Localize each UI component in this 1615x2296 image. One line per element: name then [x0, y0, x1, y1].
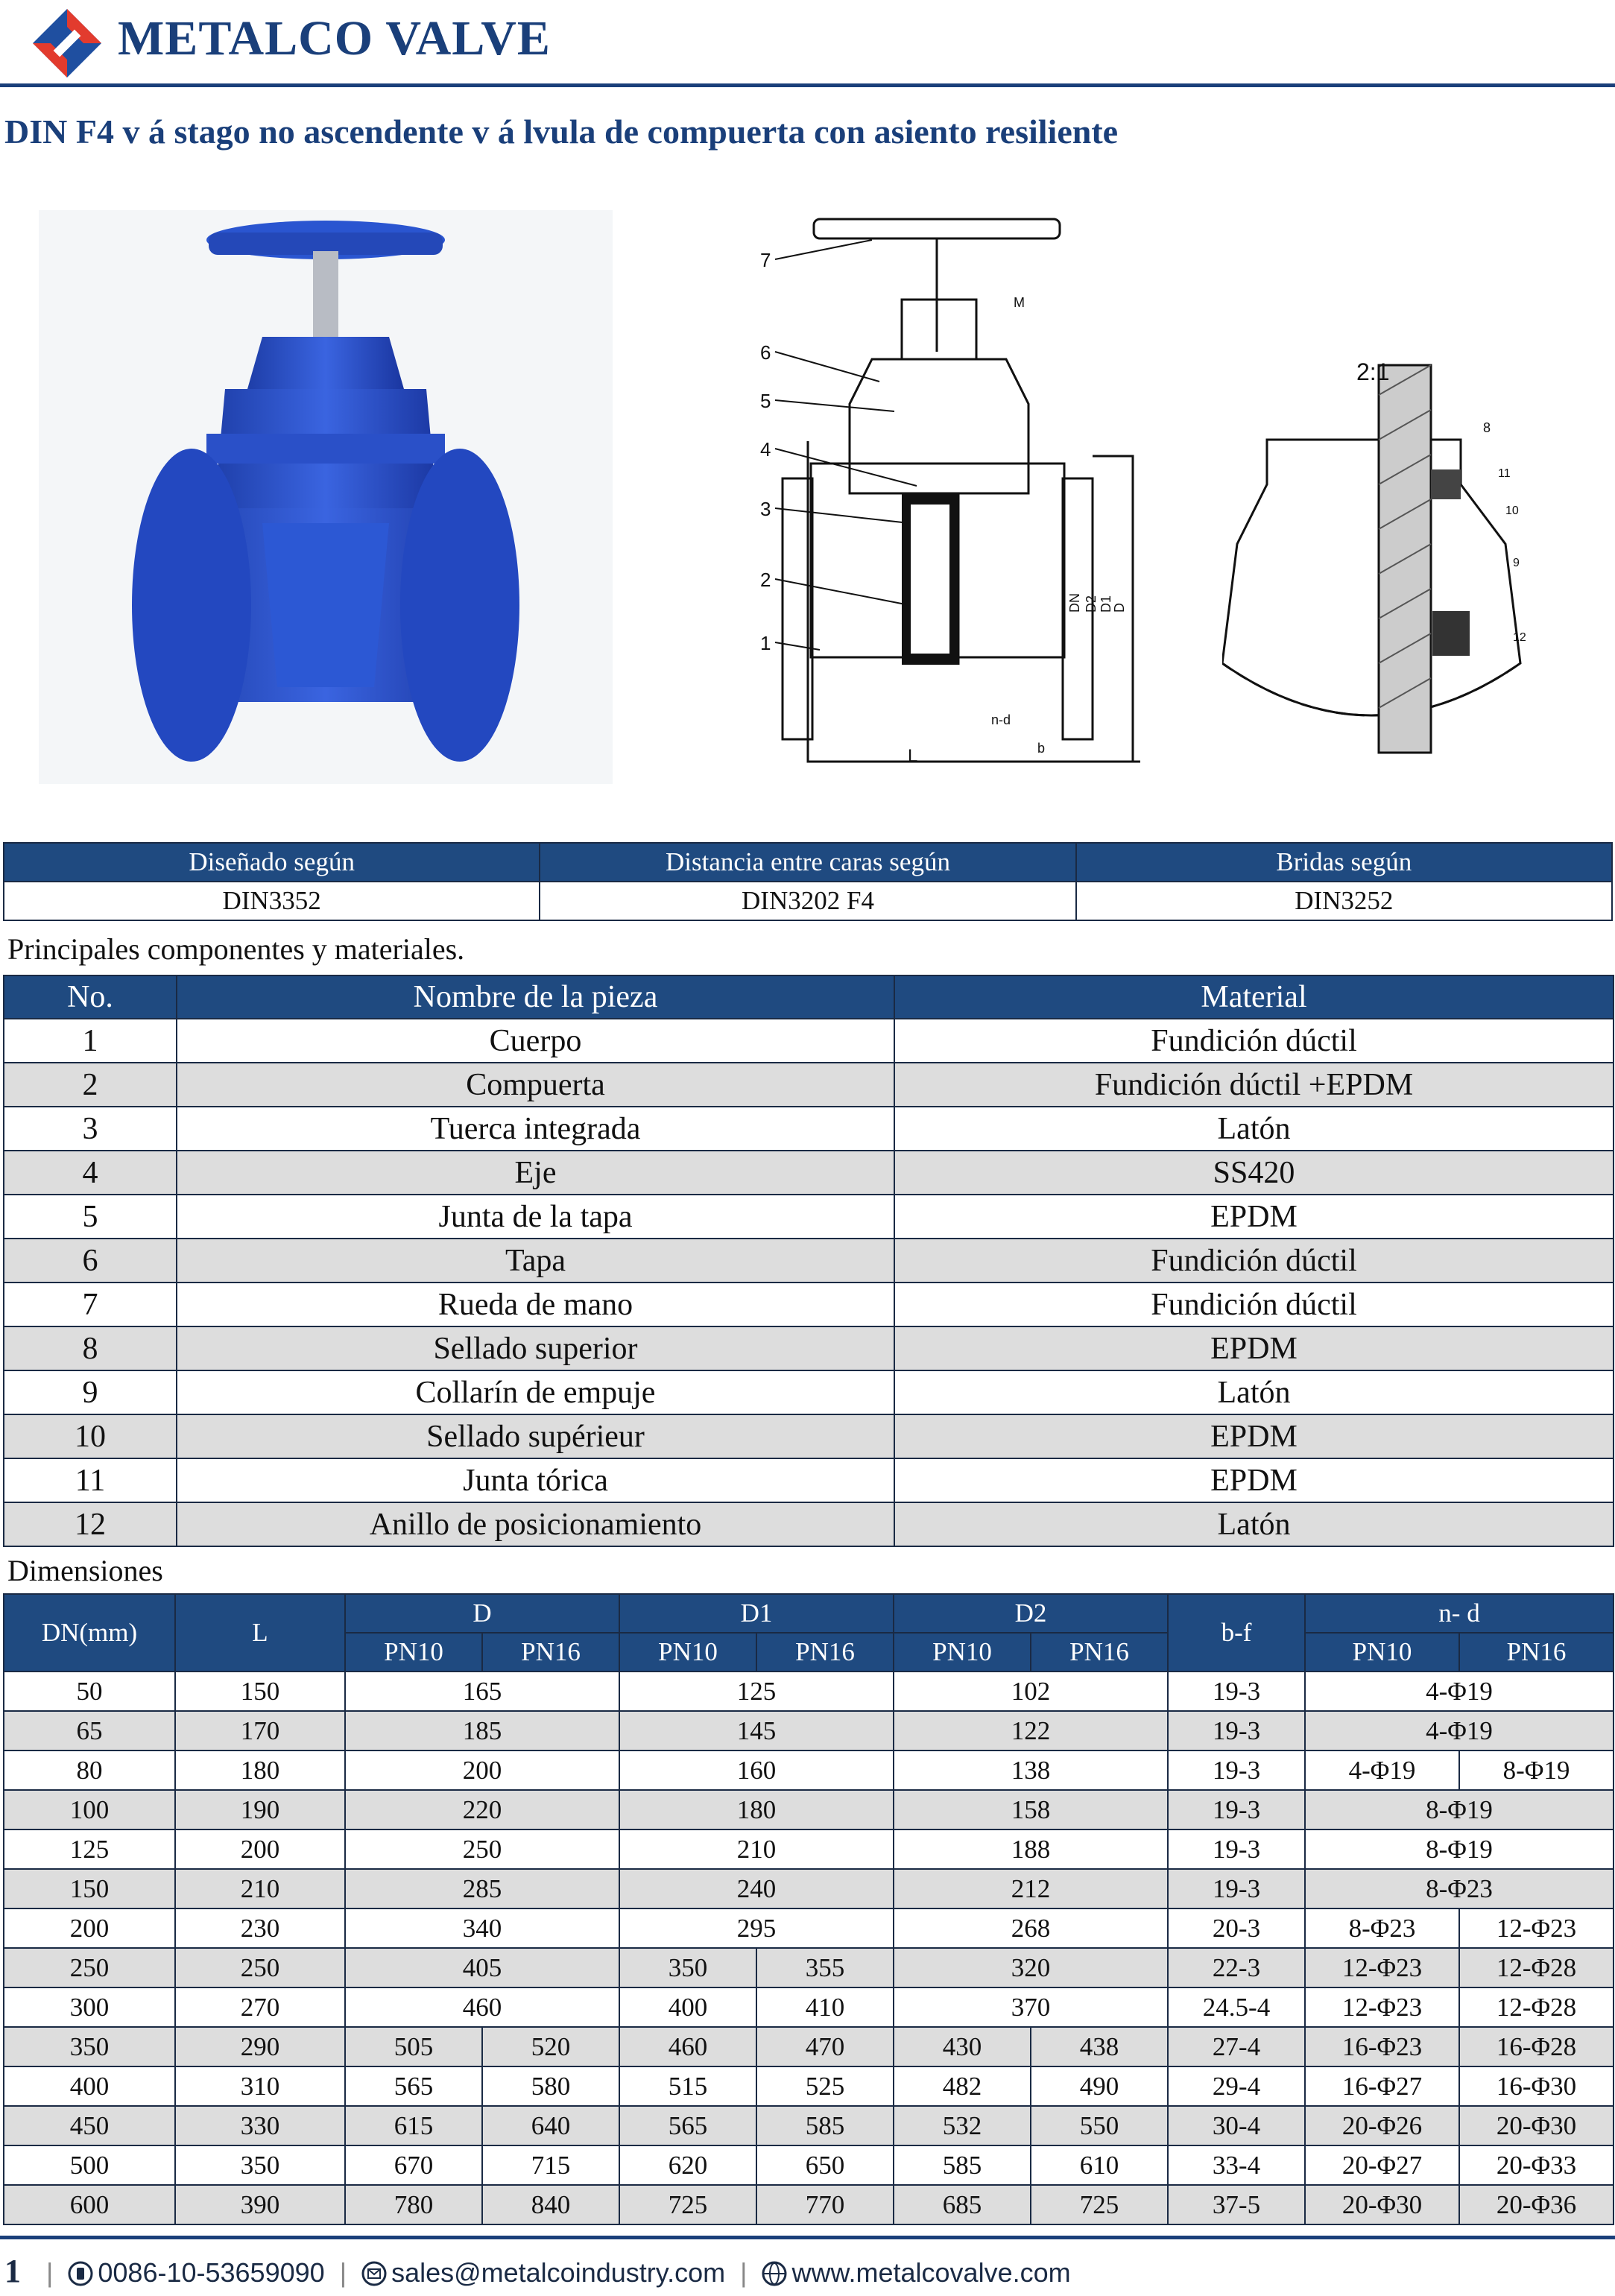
parts-row — [4, 1063, 1614, 1107]
label-d: D — [1112, 603, 1127, 613]
parts-row — [4, 1019, 1614, 1063]
parts-cell-no: 10 — [4, 1414, 177, 1458]
dims-cell-nd: 8-Φ19 — [1305, 1829, 1614, 1869]
label-l: L — [908, 746, 918, 766]
parts-cell-name: Sellado supérieur — [177, 1414, 894, 1458]
dims-cell-d2: 138 — [894, 1751, 1168, 1790]
dims-cell-d1-pn10: 350 — [619, 1948, 756, 1987]
dims-cell-nd-pn10: 20-Φ27 — [1305, 2145, 1459, 2185]
footer-rule — [0, 2236, 1615, 2239]
dims-cell-dn: 80 — [4, 1751, 175, 1790]
dims-cell-l: 190 — [175, 1790, 345, 1829]
dims-cell-d: 165 — [345, 1672, 619, 1711]
dims-cell-d1: 180 — [619, 1790, 894, 1829]
parts-cell-material: EPDM — [894, 1414, 1614, 1458]
parts-cell-name: Junta de la tapa — [177, 1195, 894, 1239]
dims-cell-nd: 4-Φ19 — [1305, 1672, 1614, 1711]
dims-cell-d2: 320 — [894, 1948, 1168, 1987]
std-header-design: Diseñado según — [4, 843, 540, 882]
dims-cell-bf: 19-3 — [1168, 1672, 1305, 1711]
dims-cell-bf: 19-3 — [1168, 1790, 1305, 1829]
dims-cell-bf: 24.5-4 — [1168, 1987, 1305, 2027]
dims-cell-l: 310 — [175, 2066, 345, 2106]
footer-phone[interactable]: 0086-10-53659090 — [98, 2257, 325, 2288]
dims-row — [4, 1711, 1614, 1751]
dims-row — [4, 1751, 1614, 1790]
dims-cell-nd-pn16: 16-Φ28 — [1459, 2027, 1614, 2066]
dims-cell-d-pn10: 670 — [345, 2145, 482, 2185]
callout-7: 7 — [760, 249, 771, 271]
dims-cell-nd-pn10: 16-Φ27 — [1305, 2066, 1459, 2106]
dims-cell-bf: 33-4 — [1168, 2145, 1305, 2185]
parts-cell-material: Latón — [894, 1107, 1614, 1151]
dims-cell-nd-pn16: 12-Φ23 — [1459, 1908, 1614, 1948]
dims-cell-dn: 50 — [4, 1672, 175, 1711]
dims-cell-nd-pn16: 20-Φ33 — [1459, 2145, 1614, 2185]
label-nd: n-d — [991, 712, 1011, 727]
dims-cell-d2-pn10: 585 — [894, 2145, 1031, 2185]
dims-cell-nd: 8-Φ19 — [1305, 1790, 1614, 1829]
dims-row — [4, 1869, 1614, 1908]
dims-header-nd-pn16: PN16 — [1459, 1633, 1614, 1672]
dims-cell-d-pn16: 840 — [482, 2185, 619, 2224]
dims-cell-dn: 100 — [4, 1790, 175, 1829]
dims-cell-bf: 19-3 — [1168, 1869, 1305, 1908]
callout-6: 6 — [760, 341, 771, 364]
detail-callout-8: 8 — [1483, 420, 1491, 435]
header — [0, 0, 1615, 88]
dims-header-d2: D2 — [894, 1594, 1168, 1633]
parts-row — [4, 1502, 1614, 1546]
standards-table — [3, 842, 1613, 921]
parts-cell-no: 8 — [4, 1326, 177, 1370]
page-title: DIN F4 v á stago no ascendente v á lvula de compuerta con asiento resiliente — [4, 113, 1119, 151]
parts-cell-no: 7 — [4, 1283, 177, 1326]
dims-cell-d2: 370 — [894, 1987, 1168, 2027]
dims-cell-d2: 122 — [894, 1711, 1168, 1751]
dims-row — [4, 1672, 1614, 1711]
dims-cell-d1-pn10: 725 — [619, 2185, 756, 2224]
dims-cell-nd-pn16: 12-Φ28 — [1459, 1948, 1614, 1987]
dims-header-nd: n- d — [1305, 1594, 1614, 1633]
footer-email[interactable]: sales@metalcoindustry.com — [391, 2257, 726, 2288]
dims-header-nd-pn10: PN10 — [1305, 1633, 1459, 1672]
callout-3: 3 — [760, 498, 771, 520]
dims-cell-d1-pn16: 525 — [756, 2066, 894, 2106]
parts-cell-name: Anillo de posicionamiento — [177, 1502, 894, 1546]
parts-cell-no: 3 — [4, 1107, 177, 1151]
detail-callout-10: 10 — [1505, 505, 1519, 517]
parts-header-no: No. — [4, 975, 177, 1019]
dims-cell-l: 200 — [175, 1829, 345, 1869]
dims-cell-nd-pn10: 4-Φ19 — [1305, 1751, 1459, 1790]
parts-header-name: Nombre de la pieza — [177, 975, 894, 1019]
parts-row — [4, 1458, 1614, 1502]
label-b: b — [1037, 741, 1046, 756]
dims-cell-d-pn16: 715 — [482, 2145, 619, 2185]
dims-cell-bf: 19-3 — [1168, 1751, 1305, 1790]
dims-cell-nd-pn16: 20-Φ36 — [1459, 2185, 1614, 2224]
dims-cell-nd-pn10: 20-Φ26 — [1305, 2106, 1459, 2145]
dims-cell-d: 185 — [345, 1711, 619, 1751]
valve-section-drawing — [745, 210, 1163, 784]
dims-cell-d1: 240 — [619, 1869, 894, 1908]
parts-cell-material: Latón — [894, 1502, 1614, 1546]
parts-row — [4, 1283, 1614, 1326]
parts-cell-material: EPDM — [894, 1326, 1614, 1370]
dims-cell-d: 200 — [345, 1751, 619, 1790]
dims-cell-bf: 30-4 — [1168, 2106, 1305, 2145]
dims-cell-dn: 200 — [4, 1908, 175, 1948]
detail-callout-11: 11 — [1498, 467, 1511, 480]
dims-cell-d: 460 — [345, 1987, 619, 2027]
detail-callout-9: 9 — [1513, 557, 1520, 569]
dims-row — [4, 2027, 1614, 2066]
parts-cell-name: Junta tórica — [177, 1458, 894, 1502]
dims-cell-l: 390 — [175, 2185, 345, 2224]
parts-row — [4, 1239, 1614, 1283]
metalco-logo-icon — [30, 6, 104, 80]
dims-cell-d: 250 — [345, 1829, 619, 1869]
dims-cell-d-pn16: 640 — [482, 2106, 619, 2145]
parts-row — [4, 1195, 1614, 1239]
dims-cell-d1: 125 — [619, 1672, 894, 1711]
dims-cell-d1: 145 — [619, 1711, 894, 1751]
dims-cell-dn: 125 — [4, 1829, 175, 1869]
dims-cell-dn: 65 — [4, 1711, 175, 1751]
dims-row — [4, 1987, 1614, 2027]
dims-cell-dn: 150 — [4, 1869, 175, 1908]
dims-header-d: D — [345, 1594, 619, 1633]
callout-4: 4 — [760, 438, 771, 461]
callout-5: 5 — [760, 390, 771, 412]
dims-cell-d1-pn16: 355 — [756, 1948, 894, 1987]
parts-cell-name: Cuerpo — [177, 1019, 894, 1063]
phone-icon — [68, 2261, 93, 2286]
dims-cell-nd-pn10: 12-Φ23 — [1305, 1987, 1459, 2027]
std-header-flange: Bridas según — [1076, 843, 1612, 882]
parts-cell-material: EPDM — [894, 1458, 1614, 1502]
dims-cell-nd-pn16: 20-Φ30 — [1459, 2106, 1614, 2145]
parts-row — [4, 1414, 1614, 1458]
dims-header-d2-pn10: PN10 — [894, 1633, 1031, 1672]
dims-cell-d1: 210 — [619, 1829, 894, 1869]
parts-cell-no: 6 — [4, 1239, 177, 1283]
parts-cell-no: 2 — [4, 1063, 177, 1107]
dims-cell-d2-pn10: 430 — [894, 2027, 1031, 2066]
footer-separator: | — [740, 2257, 748, 2288]
dims-cell-d2: 188 — [894, 1829, 1168, 1869]
dims-cell-nd-pn16: 16-Φ30 — [1459, 2066, 1614, 2106]
dims-cell-d-pn16: 520 — [482, 2027, 619, 2066]
header-rule — [0, 83, 1615, 87]
dims-cell-d2: 212 — [894, 1869, 1168, 1908]
parts-cell-name: Compuerta — [177, 1063, 894, 1107]
dims-cell-dn: 600 — [4, 2185, 175, 2224]
parts-cell-material: SS420 — [894, 1151, 1614, 1195]
dims-cell-d: 340 — [345, 1908, 619, 1948]
dims-row — [4, 2066, 1614, 2106]
callout-m: M — [1014, 295, 1025, 310]
parts-cell-no: 12 — [4, 1502, 177, 1546]
parts-cell-no: 4 — [4, 1151, 177, 1195]
parts-header-material: Material — [894, 975, 1614, 1019]
parts-cell-no: 1 — [4, 1019, 177, 1063]
dims-row — [4, 1908, 1614, 1948]
dims-cell-d1-pn16: 470 — [756, 2027, 894, 2066]
dims-cell-nd-pn16: 12-Φ28 — [1459, 1987, 1614, 2027]
dims-cell-d2-pn16: 610 — [1031, 2145, 1168, 2185]
dims-cell-d1-pn10: 565 — [619, 2106, 756, 2145]
dims-cell-l: 250 — [175, 1948, 345, 1987]
dims-cell-l: 350 — [175, 2145, 345, 2185]
dims-cell-d1-pn16: 410 — [756, 1987, 894, 2027]
std-value-flange: DIN3252 — [1076, 882, 1612, 920]
parts-row — [4, 1326, 1614, 1370]
dims-cell-d1: 295 — [619, 1908, 894, 1948]
dims-cell-dn: 400 — [4, 2066, 175, 2106]
parts-cell-material: EPDM — [894, 1195, 1614, 1239]
parts-cell-name: Sellado superior — [177, 1326, 894, 1370]
dims-cell-d-pn10: 780 — [345, 2185, 482, 2224]
dims-cell-d-pn10: 505 — [345, 2027, 482, 2066]
dims-cell-bf: 19-3 — [1168, 1711, 1305, 1751]
footer — [4, 2252, 1071, 2290]
dims-cell-l: 180 — [175, 1751, 345, 1790]
detail-scale: 2:1 — [1356, 358, 1390, 385]
valve-photo — [39, 210, 613, 784]
parts-cell-no: 9 — [4, 1370, 177, 1414]
dims-cell-d2-pn10: 482 — [894, 2066, 1031, 2106]
seal-detail-drawing — [1222, 350, 1535, 797]
dims-header-d-pn10: PN10 — [345, 1633, 482, 1672]
callout-2: 2 — [760, 569, 771, 591]
parts-table — [3, 975, 1614, 1547]
dims-cell-l: 170 — [175, 1711, 345, 1751]
detail-callout-12: 12 — [1513, 631, 1526, 644]
dims-cell-bf: 22-3 — [1168, 1948, 1305, 1987]
dims-cell-dn: 350 — [4, 2027, 175, 2066]
dims-cell-d2-pn16: 438 — [1031, 2027, 1168, 2066]
footer-separator: | — [46, 2257, 54, 2288]
dims-cell-l: 210 — [175, 1869, 345, 1908]
dims-cell-nd-pn10: 8-Φ23 — [1305, 1908, 1459, 1948]
dims-cell-d-pn10: 565 — [345, 2066, 482, 2106]
dims-row — [4, 2145, 1614, 2185]
dims-cell-d-pn16: 580 — [482, 2066, 619, 2106]
std-header-face: Distancia entre caras según — [540, 843, 1075, 882]
dims-section-title: Dimensiones — [7, 1554, 163, 1587]
callout-1: 1 — [760, 632, 771, 654]
dims-cell-d2-pn16: 490 — [1031, 2066, 1168, 2106]
dims-cell-d2: 102 — [894, 1672, 1168, 1711]
dims-cell-nd: 8-Φ23 — [1305, 1869, 1614, 1908]
dims-header-d1-pn16: PN16 — [756, 1633, 894, 1672]
parts-cell-no: 5 — [4, 1195, 177, 1239]
dims-row — [4, 2106, 1614, 2145]
dims-cell-d1-pn10: 460 — [619, 2027, 756, 2066]
dims-cell-d1-pn16: 650 — [756, 2145, 894, 2185]
footer-website[interactable]: www.metalcovalve.com — [791, 2257, 1071, 2288]
dims-cell-nd-pn16: 8-Φ19 — [1459, 1751, 1614, 1790]
label-d1: D1 — [1099, 595, 1113, 613]
dims-cell-l: 290 — [175, 2027, 345, 2066]
dims-cell-dn: 500 — [4, 2145, 175, 2185]
parts-cell-material: Fundición dúctil — [894, 1019, 1614, 1063]
dims-row — [4, 1829, 1614, 1869]
dims-cell-d2-pn16: 550 — [1031, 2106, 1168, 2145]
parts-cell-material: Fundición dúctil +EPDM — [894, 1063, 1614, 1107]
parts-row — [4, 1107, 1614, 1151]
dims-cell-d1-pn16: 770 — [756, 2185, 894, 2224]
parts-cell-name: Eje — [177, 1151, 894, 1195]
parts-row — [4, 1370, 1614, 1414]
parts-cell-material: Latón — [894, 1370, 1614, 1414]
dims-cell-d1-pn10: 515 — [619, 2066, 756, 2106]
footer-separator: | — [339, 2257, 347, 2288]
label-dn: DN — [1067, 593, 1082, 613]
dims-cell-d: 285 — [345, 1869, 619, 1908]
dims-row — [4, 1790, 1614, 1829]
dimensions-table — [3, 1593, 1614, 2225]
dims-header-dn: DN(mm) — [4, 1594, 175, 1672]
brand-name: METALCO VALVE — [118, 11, 551, 66]
dims-cell-l: 150 — [175, 1672, 345, 1711]
dims-cell-d1: 160 — [619, 1751, 894, 1790]
dims-cell-d1-pn10: 620 — [619, 2145, 756, 2185]
dims-cell-d1-pn10: 400 — [619, 1987, 756, 2027]
label-d2: D2 — [1084, 595, 1099, 613]
dims-cell-d2: 268 — [894, 1908, 1168, 1948]
dims-cell-bf: 20-3 — [1168, 1908, 1305, 1948]
dims-cell-dn: 300 — [4, 1987, 175, 2027]
dims-header-bf: b-f — [1168, 1594, 1305, 1672]
dims-cell-d2-pn16: 725 — [1031, 2185, 1168, 2224]
parts-row — [4, 1151, 1614, 1195]
dims-cell-d2-pn10: 532 — [894, 2106, 1031, 2145]
dims-cell-l: 330 — [175, 2106, 345, 2145]
dims-cell-d2: 158 — [894, 1790, 1168, 1829]
globe-icon — [762, 2261, 787, 2286]
dims-cell-nd-pn10: 12-Φ23 — [1305, 1948, 1459, 1987]
dims-cell-nd-pn10: 20-Φ30 — [1305, 2185, 1459, 2224]
parts-section-title: Principales componentes y materiales. — [7, 932, 465, 966]
dims-cell-bf: 37-5 — [1168, 2185, 1305, 2224]
parts-cell-name: Collarín de empuje — [177, 1370, 894, 1414]
dims-cell-nd: 4-Φ19 — [1305, 1711, 1614, 1751]
dims-cell-d: 405 — [345, 1948, 619, 1987]
dims-cell-dn: 250 — [4, 1948, 175, 1987]
dims-cell-d1-pn16: 585 — [756, 2106, 894, 2145]
dims-header-d1-pn10: PN10 — [619, 1633, 756, 1672]
std-value-design: DIN3352 — [4, 882, 540, 920]
dims-cell-d: 220 — [345, 1790, 619, 1829]
dims-cell-dn: 450 — [4, 2106, 175, 2145]
dims-header-d1: D1 — [619, 1594, 894, 1633]
page-number: 1 — [4, 2253, 21, 2289]
dims-cell-d-pn10: 615 — [345, 2106, 482, 2145]
parts-cell-name: Rueda de mano — [177, 1283, 894, 1326]
dims-row — [4, 1948, 1614, 1987]
dims-header-d2-pn16: PN16 — [1031, 1633, 1168, 1672]
dims-header-l: L — [175, 1594, 345, 1672]
parts-cell-name: Tapa — [177, 1239, 894, 1283]
dims-cell-bf: 19-3 — [1168, 1829, 1305, 1869]
dims-cell-l: 270 — [175, 1987, 345, 2027]
dims-cell-nd-pn10: 16-Φ23 — [1305, 2027, 1459, 2066]
std-value-face: DIN3202 F4 — [540, 882, 1075, 920]
dims-cell-bf: 29-4 — [1168, 2066, 1305, 2106]
dims-cell-d2-pn10: 685 — [894, 2185, 1031, 2224]
mail-icon — [361, 2261, 387, 2286]
dims-row — [4, 2185, 1614, 2224]
dims-cell-l: 230 — [175, 1908, 345, 1948]
dims-header-d-pn16: PN16 — [482, 1633, 619, 1672]
parts-cell-material: Fundición dúctil — [894, 1239, 1614, 1283]
dims-cell-bf: 27-4 — [1168, 2027, 1305, 2066]
parts-cell-no: 11 — [4, 1458, 177, 1502]
parts-cell-material: Fundición dúctil — [894, 1283, 1614, 1326]
parts-cell-name: Tuerca integrada — [177, 1107, 894, 1151]
